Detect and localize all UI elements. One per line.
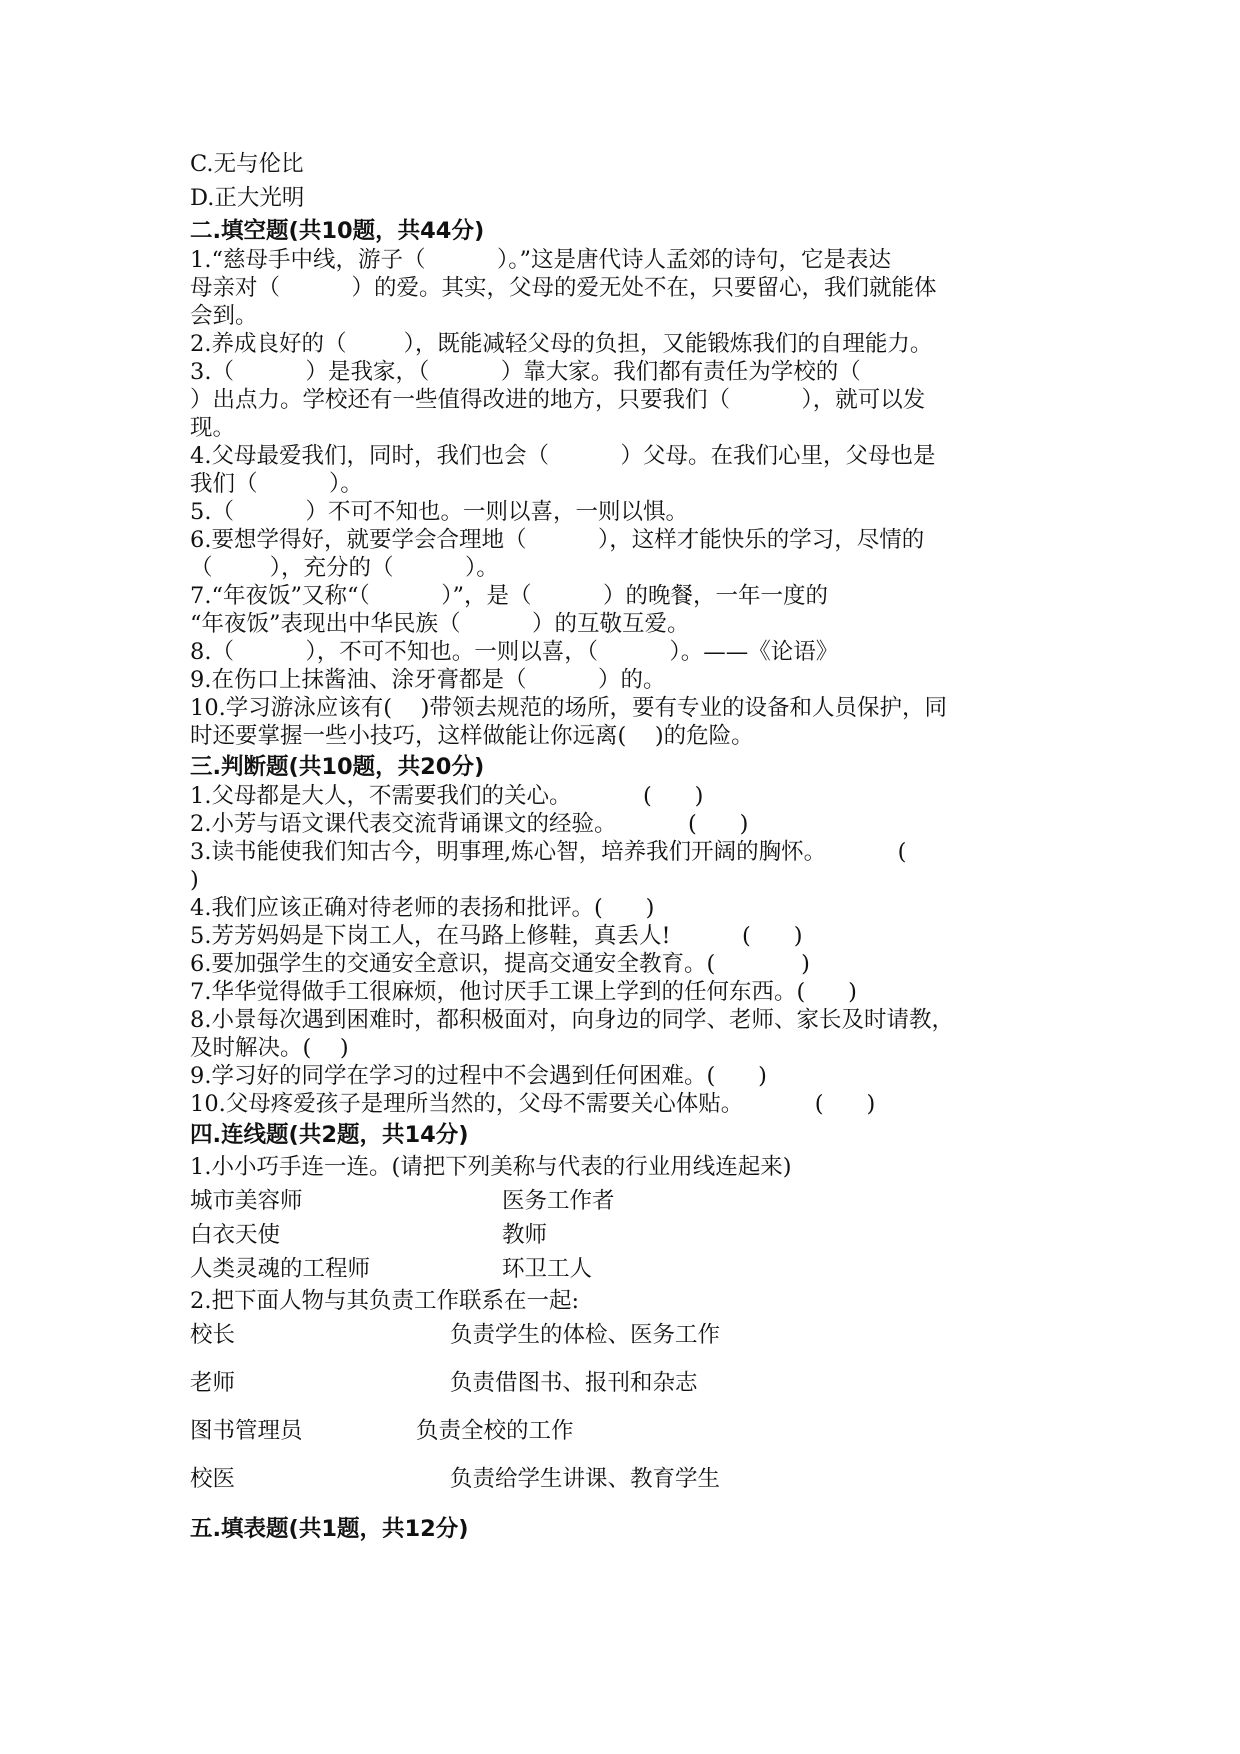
section3-heading: 三.判断题(共10题，共20分) [190,754,485,780]
s3-line: 及时解决。( ) [190,1035,349,1061]
s2-line: 1.“慈母手中线，游子（ ）。”这是唐代诗人孟郊的诗句，它是表达 [190,247,891,273]
s2-line: 3.（ ）是我家，（ ）靠大家。我们都有责任为学校的（ [190,359,861,385]
s3-line: 4.我们应该正确对待老师的表扬和批评。( ) [190,895,655,921]
s3-line: 9.学习好的同学在学习的过程中不会遇到任何困难。( ) [190,1063,767,1089]
option-d: D.正大光明 [190,185,305,211]
s2-line: 母亲对（ ）的爱。其实，父母的爱无处不在，只要留心，我们就能体 [190,275,937,301]
s3-line: 8.小景每次遇到困难时，都积极面对，向身边的同学、老师、家长及时请教， [190,1007,954,1033]
matching-q2-row [190,1318,1060,1366]
section5-heading: 五.填表题(共1题，共12分) [190,1516,469,1542]
s2-line: 我们（ ）。 [190,471,363,497]
matching-q2-row [190,1366,1060,1414]
s2-line: 时还要掌握一些小技巧，这样做能让你远离( )的危险。 [190,723,754,749]
section3-body [190,782,1060,1118]
s2-line: 会到。 [190,303,258,329]
s2-line: 4.父母最爱我们，同时，我们也会（ ）父母。在我们心里，父母也是 [190,443,936,469]
exam-page [190,148,1060,1544]
s2-line: 10.学习游泳应该有( )带领去规范的场所，要有专业的设备和人员保护，同 [190,695,947,721]
matching-right-item: 负责给学生讲课、教育学生 [450,1466,721,1492]
s3-line: 5.芳芳妈妈是下岗工人，在马路上修鞋，真丢人! ( ) [190,923,803,949]
s2-line: 8.（ ），不可不知也。一则以喜，（ ）。——《论语》 [190,639,839,665]
s2-line: “年夜饭”表现出中华民族（ ）的互敬互爱。 [190,611,690,637]
matching-left-item: 校长 [190,1322,236,1348]
matching-q1-row [190,1218,1060,1252]
s3-line: 7.华华觉得做手工很麻烦，他讨厌手工课上学到的任何东西。( ) [190,979,857,1005]
s2-line: 2.养成良好的（ ），既能减轻父母的负担，又能锻炼我们的自理能力。 [190,331,933,357]
s3-line: 3.读书能使我们知古今，明事理,炼心智，培养我们开阔的胸怀。 ( [190,839,907,865]
matching-right-item: 医务工作者 [502,1188,615,1214]
s2-line: 现。 [190,415,236,441]
s3-line: 6.要加强学生的交通安全意识，提高交通安全教育。( ) [190,951,810,977]
section4-heading: 四.连线题(共2题，共14分) [190,1122,469,1148]
s2-line: 9.在伤口上抹酱油、涂牙膏都是（ ）的。 [190,667,666,693]
matching-right-item: 环卫工人 [502,1256,593,1282]
matching-q2-row [190,1414,1060,1462]
matching-right-item: 负责借图书、报刊和杂志 [450,1370,698,1396]
s2-line: 7.“年夜饭”又称“（ ）”，是（ ）的晚餐，一年一度的 [190,583,829,609]
s2-line: （ ），充分的（ ）。 [190,555,499,581]
matching-left-item: 城市美容师 [190,1188,303,1214]
s2-line: 5.（ ）不可不知也。一则以喜，一则以惧。 [190,499,688,525]
section2-heading: 二.填空题(共10题，共44分) [190,218,485,244]
matching-q1-row [190,1184,1060,1218]
s3-line: 2.小芳与语文课代表交流背诵课文的经验。 ( ) [190,811,749,837]
s3-line: 10.父母疼爱孩子是理所当然的，父母不需要关心体贴。 ( ) [190,1091,876,1117]
matching-left-item: 人类灵魂的工程师 [190,1256,371,1282]
matching-left-item: 老师 [190,1370,236,1396]
matching-left-item: 校医 [190,1466,236,1492]
matching-left-item: 图书管理员 [190,1418,303,1444]
s2-line: 6.要想学得好，就要学会合理地（ ），这样才能快乐的学习，尽情的 [190,527,925,553]
s2-line: ）出点力。学校还有一些值得改进的地方，只要我们（ ），就可以发 [190,387,926,413]
matching-left-item: 白衣天使 [190,1222,281,1248]
matching-q1-row [190,1252,1060,1286]
option-c: C.无与伦比 [190,151,304,177]
matching-right-item: 负责全校的工作 [416,1418,574,1444]
matching-q1-title: 1.小小巧手连一连。(请把下列美称与代表的行业用线连起来) [190,1154,792,1180]
s3-line: 1.父母都是大人，不需要我们的关心。 ( ) [190,783,704,809]
matching-right-item: 教师 [502,1222,548,1248]
matching-q2-title: 2.把下面人物与其负责工作联系在一起: [190,1288,580,1314]
matching-right-item: 负责学生的体检、医务工作 [450,1322,721,1348]
s3-line: ) [190,867,199,893]
section2-body [190,246,1060,750]
matching-q2-row [190,1462,1060,1510]
